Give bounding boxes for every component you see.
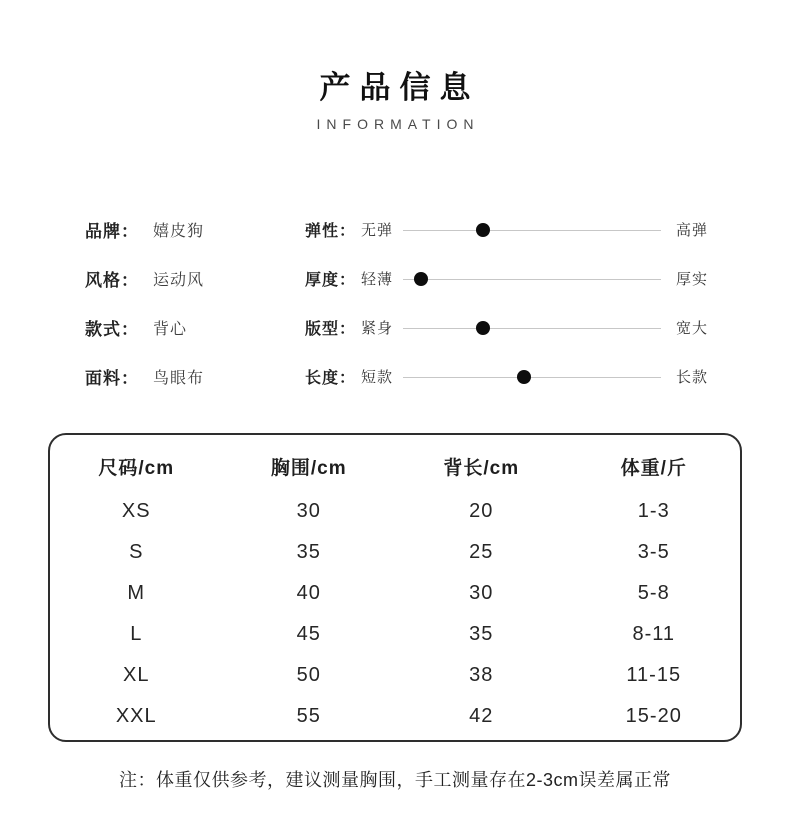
table-cell: 1-3	[637, 500, 670, 522]
table-cell: 42	[469, 705, 494, 727]
slider-min-label: 紧身	[361, 320, 394, 337]
table-row	[50, 655, 740, 696]
slider-min-label: 短款	[361, 369, 394, 386]
table-cell: 11-15	[626, 664, 682, 686]
slider-min-label: 轻薄	[361, 271, 394, 288]
table-cell: 5-8	[637, 582, 670, 604]
slider-label: 厚度：	[305, 272, 357, 289]
table-cell: 35	[469, 623, 494, 645]
attribute-row-style	[85, 254, 305, 303]
table-header-cell: 背长/cm	[443, 458, 520, 479]
attribute-value: 嬉皮狗	[153, 223, 205, 240]
table-row	[50, 614, 740, 655]
attribute-row-brand	[85, 205, 305, 254]
slider-row-length	[305, 352, 708, 401]
slider-dot	[414, 272, 428, 286]
slider-label: 长度：	[305, 370, 357, 387]
table-cell: L	[130, 623, 143, 645]
attribute-label: 品牌：	[85, 222, 139, 241]
slider-track	[403, 370, 661, 384]
slider-dot	[476, 223, 490, 237]
slider-column	[305, 205, 790, 401]
attribute-value: 运动风	[153, 272, 205, 289]
slider-max-label: 高弹	[675, 222, 708, 239]
slider-track	[403, 321, 661, 335]
table-cell: 30	[296, 500, 321, 522]
table-row	[50, 491, 740, 532]
table-cell: 30	[469, 582, 494, 604]
attribute-label: 风格：	[85, 271, 139, 290]
slider-row-elasticity	[305, 205, 708, 254]
attribute-value: 背心	[153, 321, 188, 338]
attribute-row-cut	[85, 303, 305, 352]
table-cell: 38	[469, 664, 494, 686]
slider-track	[403, 223, 661, 237]
slider-row-thickness	[305, 254, 708, 303]
table-header-cell: 尺码/cm	[98, 458, 175, 479]
table-cell: 3-5	[637, 541, 670, 563]
slider-max-label: 长款	[675, 369, 708, 386]
page-title: 产品信息	[319, 70, 480, 105]
table-row	[50, 532, 740, 573]
table-row	[50, 573, 740, 614]
attribute-row-fabric	[85, 352, 305, 401]
slider-label: 版型：	[305, 321, 357, 338]
size-table	[48, 433, 742, 742]
table-cell: 50	[296, 664, 321, 686]
slider-dot	[476, 321, 490, 335]
page-subtitle: INFORMATION	[316, 116, 480, 132]
table-cell: 40	[296, 582, 321, 604]
table-row	[50, 696, 740, 737]
slider-min-label: 无弹	[361, 222, 394, 239]
attribute-value: 鸟眼布	[153, 370, 205, 387]
slider-track	[403, 272, 661, 286]
table-cell: XXL	[115, 705, 157, 727]
table-cell: 45	[296, 623, 321, 645]
note-text: 注：体重仅供参考，建议测量胸围，手工测量存在2-3cm误差属正常	[118, 770, 671, 790]
table-cell: M	[127, 582, 146, 604]
table-header-row	[50, 442, 740, 491]
slider-label: 弹性：	[305, 223, 357, 240]
attribute-label: 面料：	[85, 369, 139, 388]
table-header-cell: 胸围/cm	[270, 458, 347, 479]
table-cell: XS	[121, 500, 151, 522]
table-cell: 8-11	[632, 623, 676, 645]
slider-dot	[517, 370, 531, 384]
table-cell: 55	[296, 705, 321, 727]
slider-max-label: 宽大	[675, 320, 708, 337]
table-cell: S	[129, 541, 144, 563]
table-cell: 20	[469, 500, 494, 522]
slider-row-fit	[305, 303, 708, 352]
attribute-label: 款式：	[85, 320, 139, 339]
info-section	[0, 205, 790, 401]
table-header-cell: 体重/斤	[620, 458, 687, 479]
page-header	[0, 62, 790, 132]
attribute-column	[0, 205, 305, 401]
table-cell: 35	[296, 541, 321, 563]
table-cell: 15-20	[625, 705, 682, 727]
slider-max-label: 厚实	[675, 271, 708, 288]
table-cell: XL	[123, 664, 150, 686]
table-cell: 25	[469, 541, 494, 563]
